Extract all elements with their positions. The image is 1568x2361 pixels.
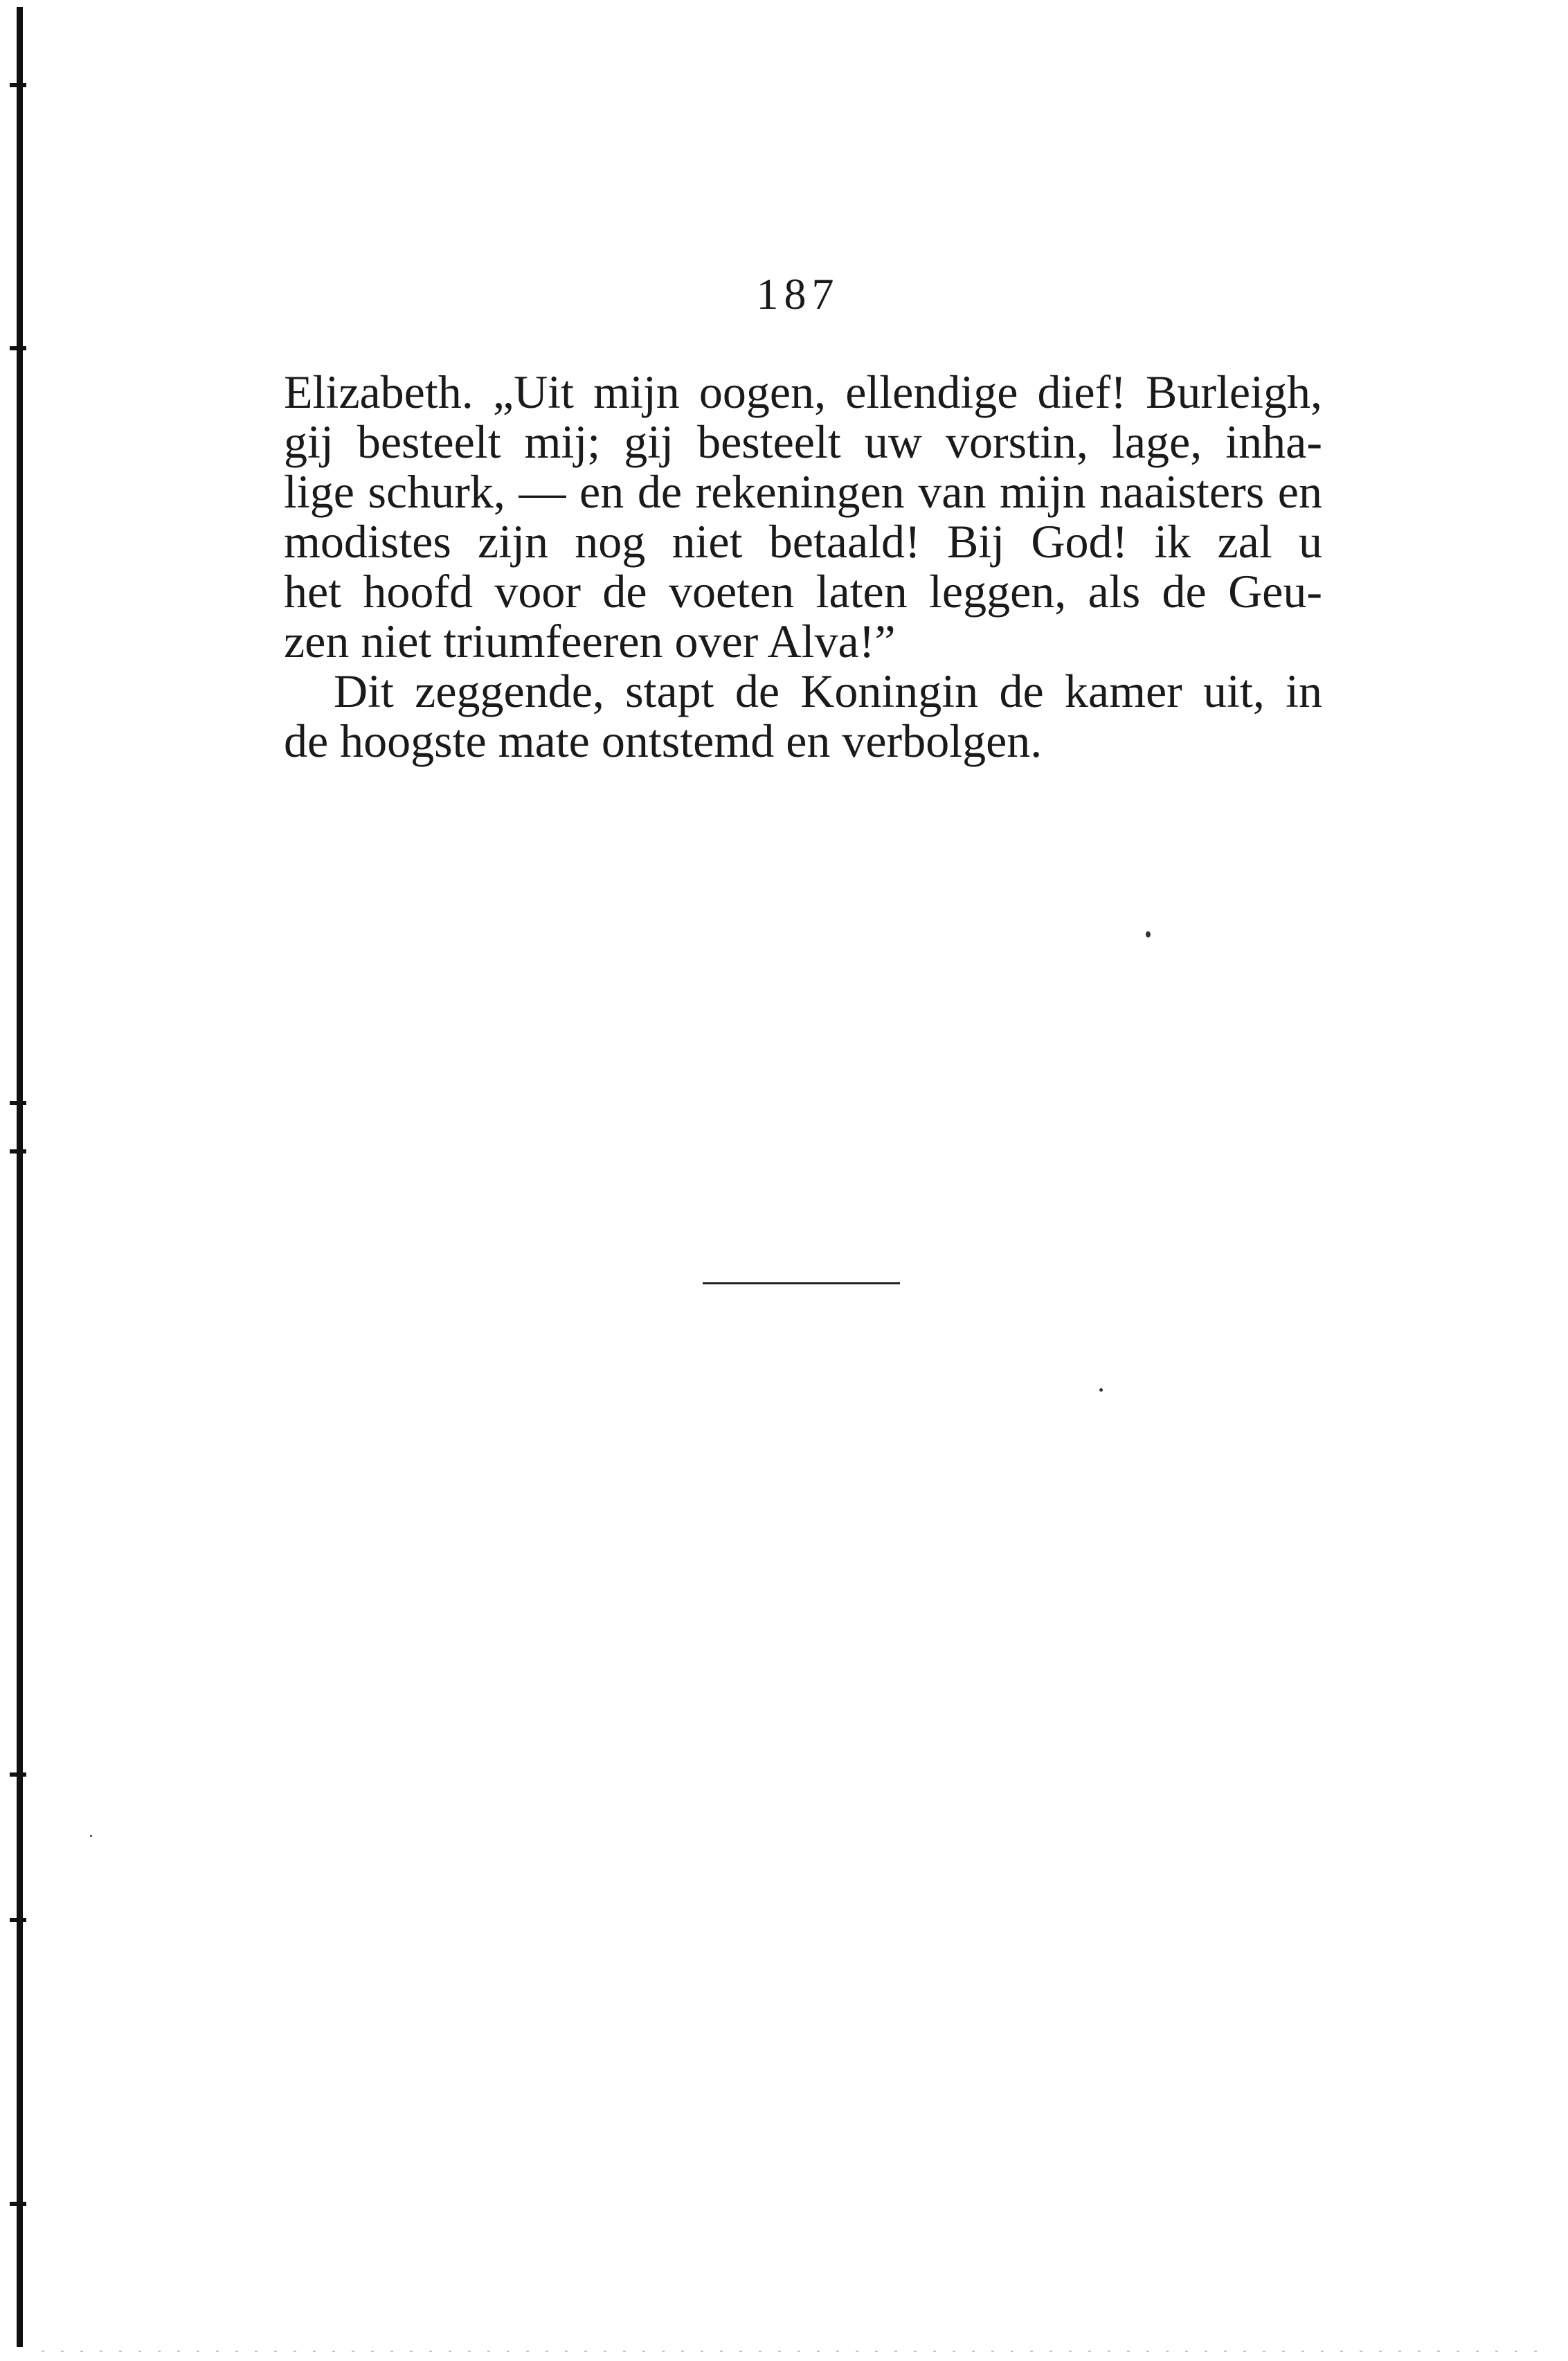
ink-speck bbox=[1099, 1388, 1103, 1392]
text-line: Elizabeth. „Uit mijn oogen, ellendige dief! Burleigh, bbox=[284, 366, 1322, 418]
body-text bbox=[284, 367, 1322, 766]
section-divider bbox=[703, 1282, 900, 1284]
binding-line bbox=[17, 7, 23, 2347]
ink-speck bbox=[1146, 931, 1151, 937]
text-line: Dit zeggende, stapt de Koningin de kamer uit, in bbox=[334, 665, 1322, 717]
text-line: de hoogste mate ontstemd en verbolgen. bbox=[284, 715, 1043, 767]
text-line: gij besteelt mij; gij besteelt uw vorstin, lage, inha- bbox=[284, 415, 1322, 468]
binding-notch bbox=[10, 1772, 26, 1777]
binding-notch bbox=[10, 1149, 26, 1153]
text-line: lige schurk, — en de rekeningen van mijn naaisters en bbox=[284, 465, 1322, 518]
binding-notch bbox=[10, 2202, 26, 2206]
binding-edge bbox=[0, 0, 36, 2361]
text-line: het hoofd voor de voeten laten leggen, als de Geu- bbox=[284, 565, 1322, 618]
text-line: modistes zijn nog niet betaald! Bij God! ik zal u bbox=[284, 515, 1322, 568]
text-line: zen niet triumfeeren over Alva!” bbox=[284, 615, 896, 667]
binding-notch bbox=[10, 1101, 26, 1105]
scan-noise bbox=[42, 2351, 1551, 2352]
page-number: 187 bbox=[756, 269, 840, 318]
binding-notch bbox=[10, 346, 26, 350]
binding-notch bbox=[10, 83, 26, 87]
ink-speck bbox=[90, 1835, 92, 1837]
binding-notch bbox=[10, 1918, 26, 1922]
